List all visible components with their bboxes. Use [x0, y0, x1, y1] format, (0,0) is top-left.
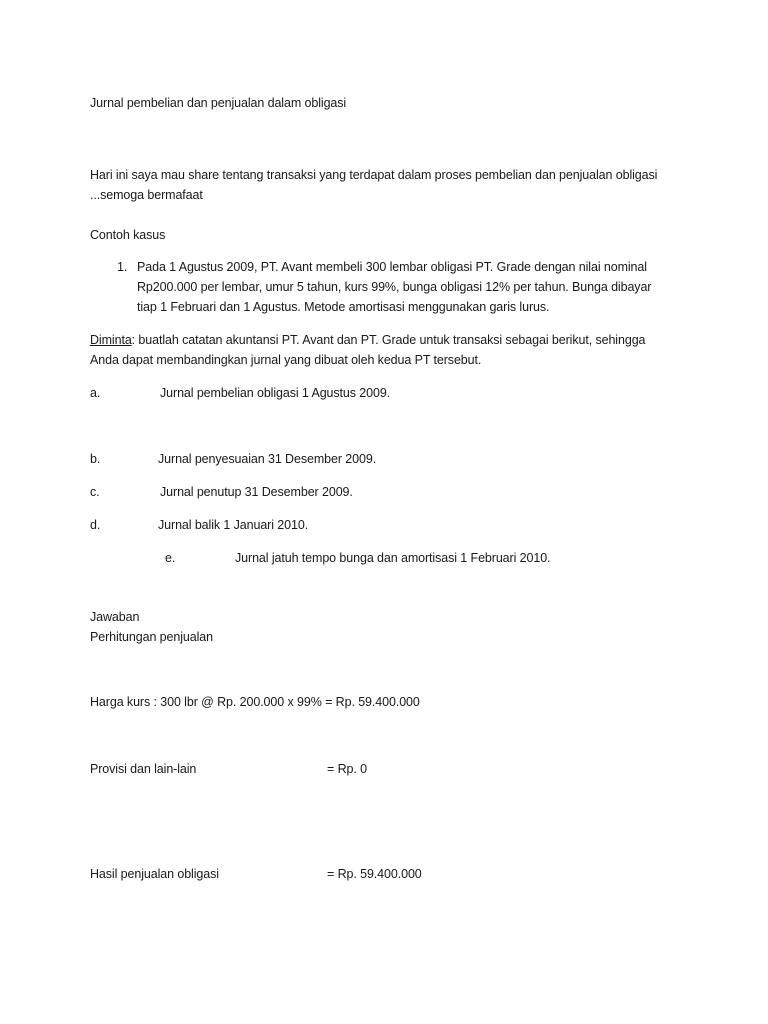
task-a-letter: a.	[90, 386, 101, 400]
task-b-text: Jurnal penyesuaian 31 Desember 2009.	[158, 452, 377, 466]
task-e-text: Jurnal jatuh tempo bunga dan amortisasi 1 Februari 2010.	[235, 551, 551, 565]
case-item-line-1: Pada 1 Agustus 2009, PT. Avant membeli 300 lembar obligasi PT. Grade dengan nilai nominal	[137, 260, 647, 274]
diminta-line-1	[90, 330, 645, 350]
intro-line-2: ...semoga bermafaat	[90, 188, 203, 202]
case-item-number: 1.	[117, 260, 128, 274]
harga-kurs-line: Harga kurs : 300 lbr @ Rp. 200.000 x 99% = Rp. 59.400.000	[90, 695, 420, 709]
hasil-value: = Rp. 59.400.000	[327, 867, 422, 881]
task-a-text: Jurnal pembelian obligasi 1 Agustus 2009.	[160, 386, 391, 400]
case-item-line-3: tiap 1 Februari dan 1 Agustus. Metode amortisasi menggunakan garis lurus.	[137, 300, 550, 314]
provisi-label: Provisi dan lain-lain	[90, 762, 197, 776]
task-d-text: Jurnal balik 1 Januari 2010.	[158, 518, 309, 532]
task-e-letter: e.	[165, 551, 176, 565]
case-item-line-2: Rp200.000 per lembar, umur 5 tahun, kurs 99%, bunga obligasi 12% per tahun. Bunga dibayar	[137, 280, 652, 294]
diminta-line-2: Anda dapat membandingkan jurnal yang dibuat oleh kedua PT tersebut.	[90, 353, 482, 367]
hasil-label: Hasil penjualan obligasi	[90, 867, 219, 881]
page-title: Jurnal pembelian dan penjualan dalam obligasi	[90, 96, 347, 110]
provisi-value: = Rp. 0	[327, 762, 367, 776]
intro-line-1: Hari ini saya mau share tentang transaksi yang terdapat dalam proses pembelian dan penjualan obligasi	[90, 168, 658, 182]
task-c-text: Jurnal penutup 31 Desember 2009.	[160, 485, 353, 499]
diminta-label: Diminta	[90, 333, 132, 347]
task-c-letter: c.	[90, 485, 100, 499]
case-heading: Contoh kasus	[90, 228, 166, 242]
task-d-letter: d.	[90, 518, 101, 532]
answer-heading: Jawaban	[90, 610, 140, 624]
diminta-line-1-text: : buatlah catatan akuntansi PT. Avant dan PT. Grade untuk transaksi sebagai berikut, sehingga	[131, 333, 646, 347]
task-b-letter: b.	[90, 452, 101, 466]
answer-subheading: Perhitungan penjualan	[90, 630, 214, 644]
